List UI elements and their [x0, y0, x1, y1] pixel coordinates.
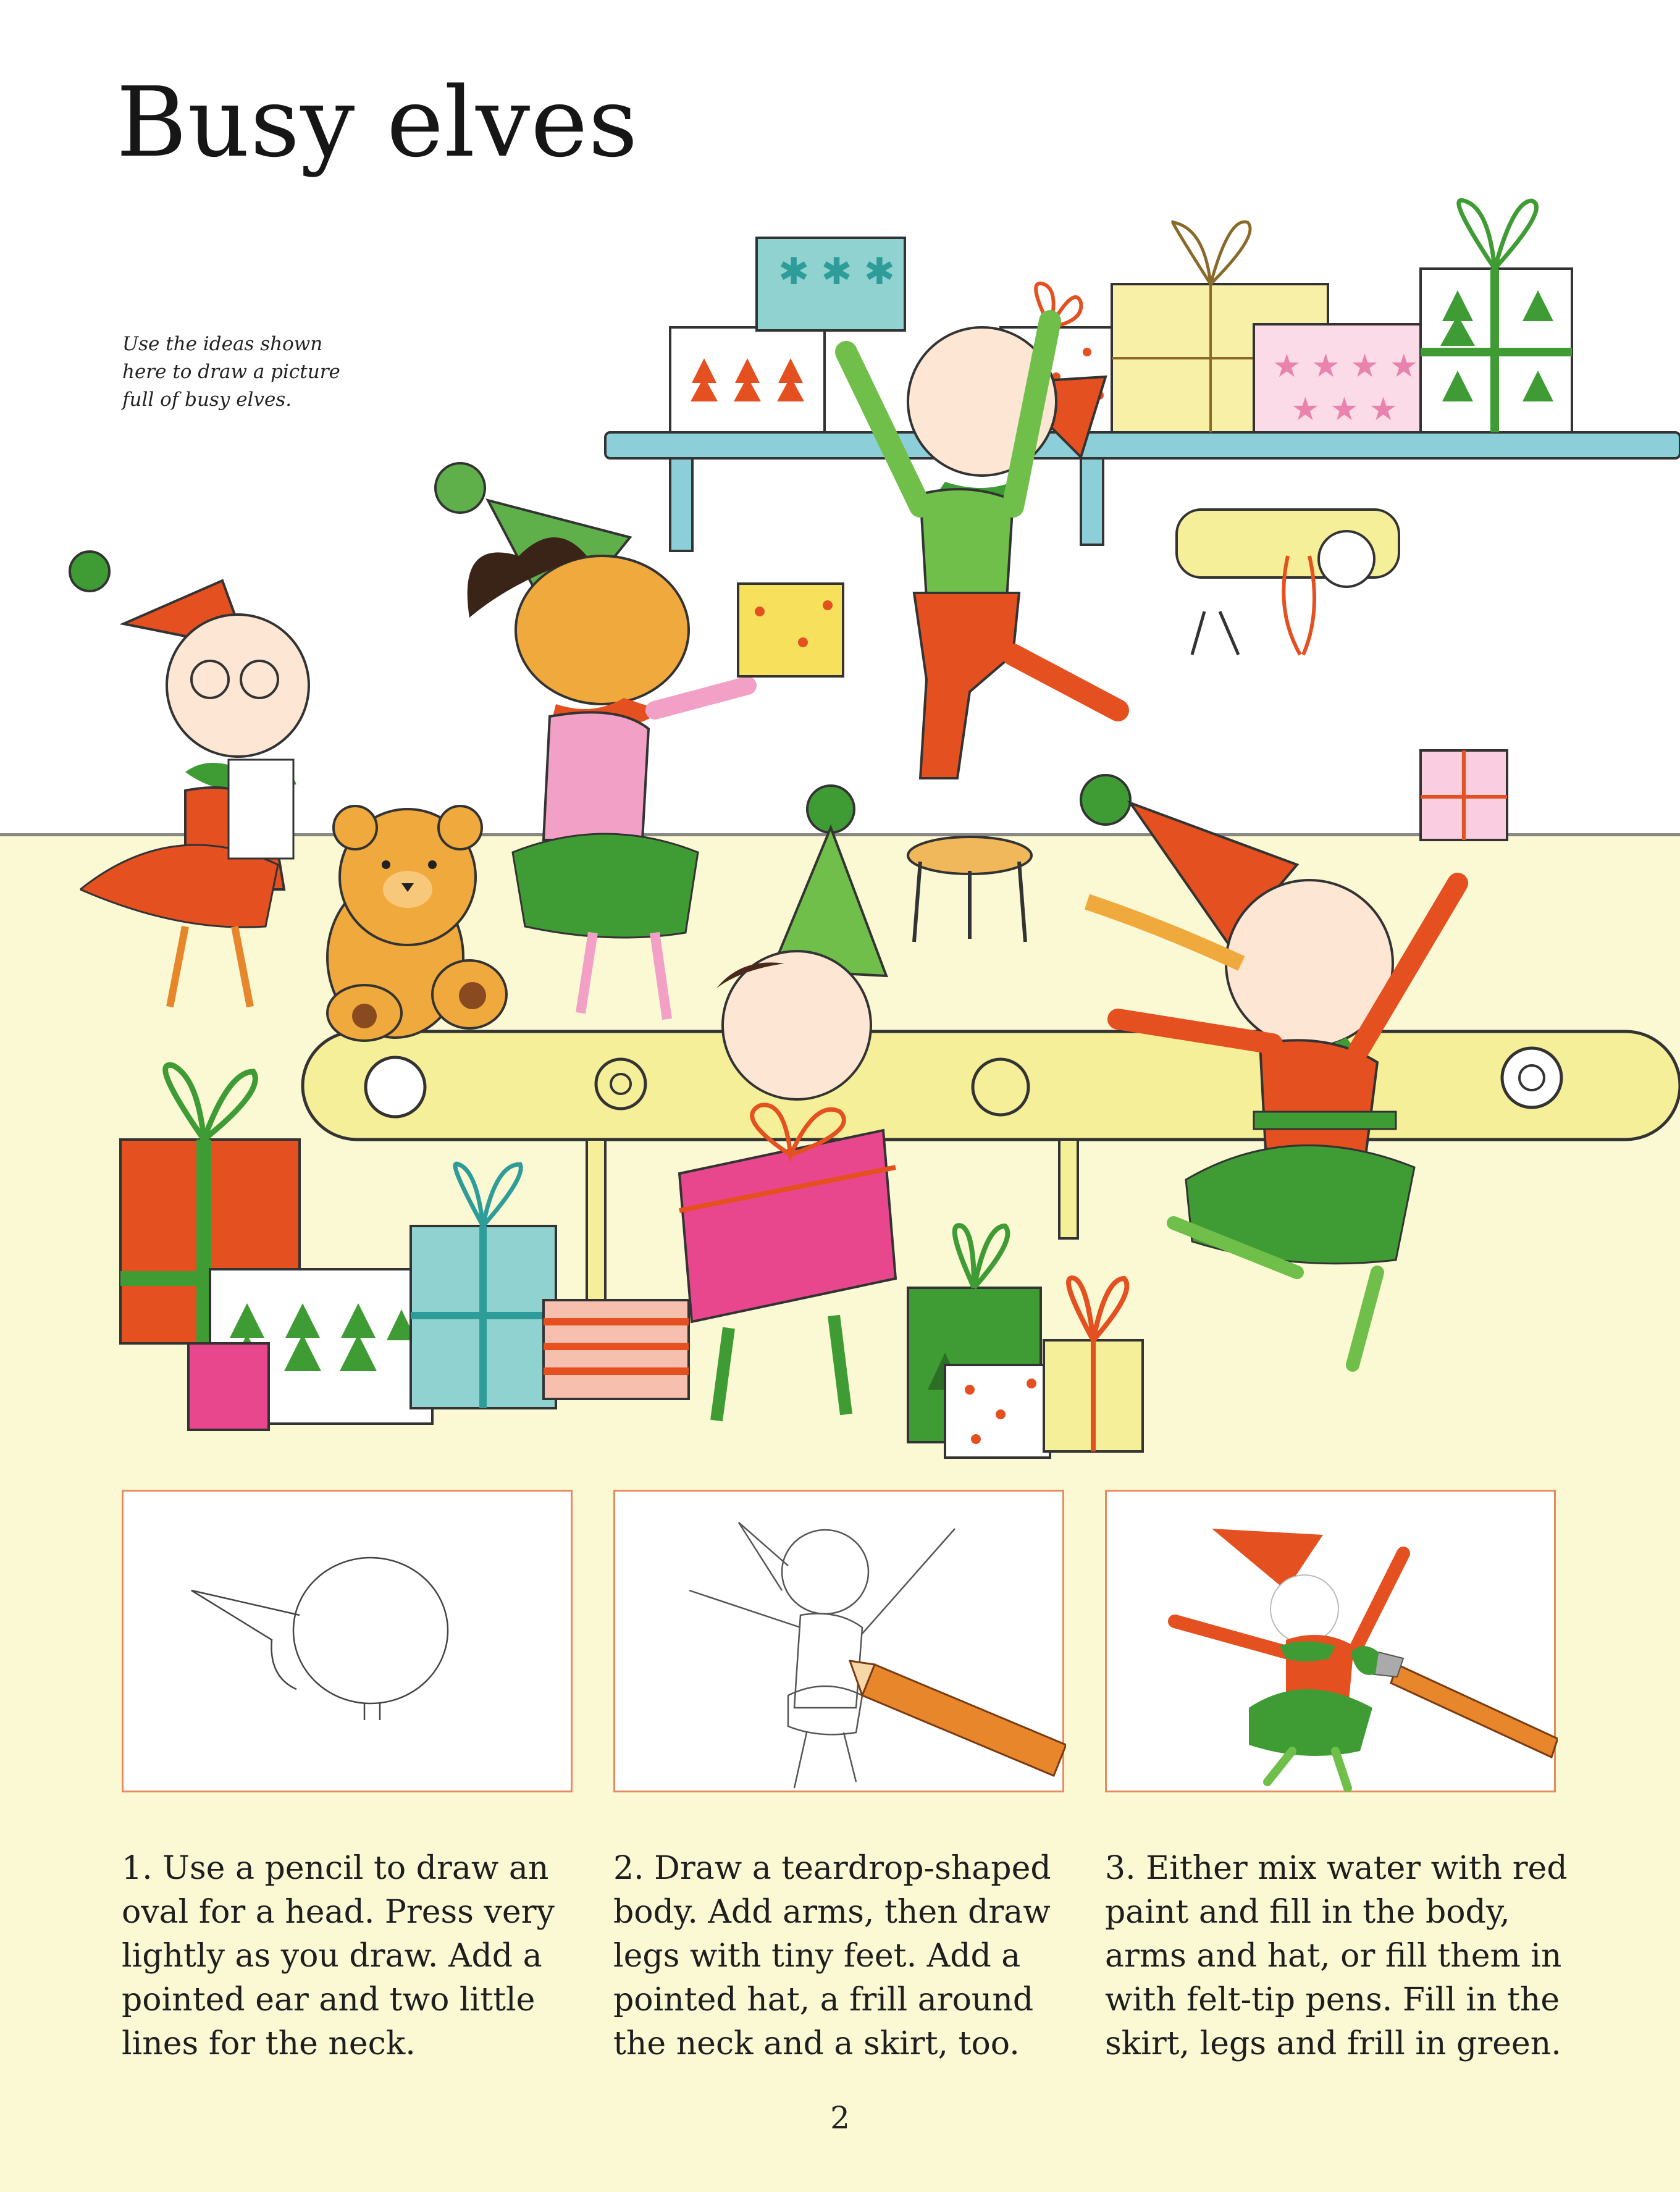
tool-rack [1177, 510, 1399, 655]
stool-elf [846, 321, 1118, 942]
pencil-sketch-head [191, 1558, 448, 1720]
held-gift [738, 584, 843, 676]
svg-text:★ ★ ★ ★: ★ ★ ★ ★ [1272, 348, 1419, 385]
intro-text: Use the ideas shown here to draw a picture full of busy elves. [122, 333, 340, 411]
step-2-illustration [613, 1490, 1064, 1792]
gift-shelf [605, 200, 1680, 551]
page-title: Busy elves [116, 66, 639, 178]
svg-text:★ ★ ★: ★ ★ ★ [1291, 391, 1398, 428]
teddy-bear [327, 806, 506, 1041]
pencil-sketch-body [689, 1522, 955, 1788]
gift-pile-center [908, 1225, 1143, 1458]
paintbrush-icon [1351, 1646, 1558, 1757]
step-3-text: 3. Either mix water with red paint and fill in the body, arms and hat, or fill them in with felt-tip pens. Fill in the skirt, legs and frill in green. [1105, 1850, 1568, 2062]
step-3-illustration [1105, 1490, 1556, 1792]
step-1-text: 1. Use a pencil to draw an oval for a head. Press very lightly as you draw. Add a pointed ear and two little lines for the neck. [122, 1850, 555, 2062]
elf-with-glasses [70, 552, 309, 1007]
svg-text:✱ ✱ ✱: ✱ ✱ ✱ [778, 250, 895, 293]
step-2-text: 2. Draw a teardrop-shaped body. Add arms, then draw legs with tiny feet. Add a pointed hat, a frill around the neck and a skirt, too. [613, 1850, 1051, 2062]
page-number: 2 [830, 2100, 850, 2136]
pink-gift [679, 1130, 896, 1322]
step-1-illustration [122, 1490, 573, 1792]
curly-hair-elf [435, 463, 843, 1019]
pencil-icon [850, 1661, 1066, 1776]
